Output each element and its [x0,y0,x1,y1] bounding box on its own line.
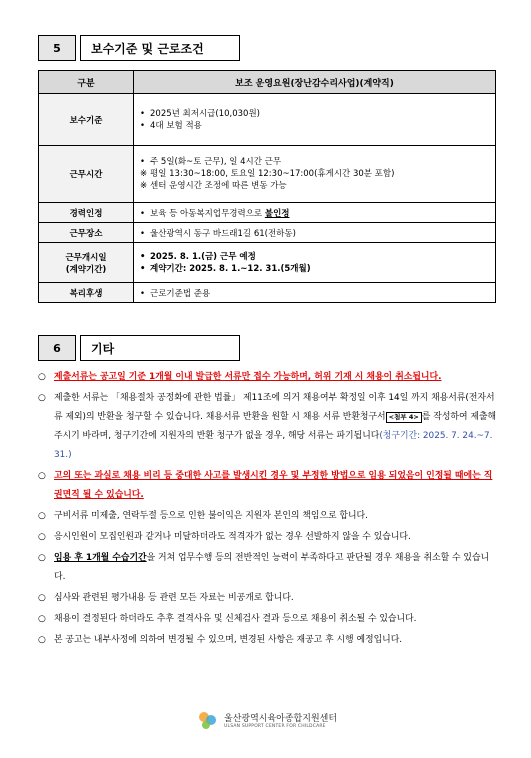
note-item: ○ 구비서류 미제출, 연락두절 등으로 인한 불이익은 지원자 본인의 책임으로 합니다. [38,511,368,521]
table-header-row [39,71,496,94]
table-row [39,146,496,203]
list-item: • 계약기간: 2025. 8. 1.~12. 31.(5개월) [140,263,311,274]
note-item: ○ 본 공고는 내부사정에 의하여 변경될 수 있으며, 변경된 사항은 재공고 후 시행 예정입니다. [38,635,403,645]
section-header-5 [38,35,240,61]
note-item: ○ 제출한 서류는 「채용절차 공정화에 관한 법률」 제11조에 의거 채용여부 확정일 이후 14일 까지 채용서류(전자서류 제외)의 반환을 청구할 수 있습니다. 채용서류 반환을 원할 시 채용 서류 반환청구서 <첨부 4> 를 작성하여 제출해주시기 바라며, 청구기간에 지원자의 반환 청구가 없을 경우, 해당 서류는 파기됩니다(청구기간: 2025. 7. 24.~7. 31.) [38,393,497,460]
table-row: 복리후생 • 근로기준법 준용 [39,283,496,303]
note-item: ○ 채용이 결정된다 하더라도 추후 결격사유 및 신체검사 결과 등으로 채용이 취소될 수 있습니다. [38,614,417,624]
note-item: ○ 심사와 관련된 평가내용 등 관련 모든 자료는 비공개로 합니다. [38,593,294,603]
row-label: 근무개시일 [65,252,107,263]
list-item: ※ 평일 13:30~18:00, 토요일 12:30~17:00(휴게시간 30분 포함) [140,169,395,179]
list-item: • 4대 보험 적용 [140,120,202,131]
table-row [39,94,496,146]
table-row [39,243,496,283]
section-header-6 [38,335,240,361]
note-item: ○ 임용 후 1개월 수습기간을 거쳐 업무수행 등의 전반적인 능력이 부족하다고 판단될 경우 채용을 취소할 수 있습니다. [38,553,490,582]
header-category: 구분 [39,71,134,94]
list-item: • 주 5일(화~토 근무), 일 4시간 근무 [140,157,282,167]
center-name: 울산광역시육아종합지원센터 [224,714,338,724]
section-title: 기타 [80,335,240,361]
table-row: 근무장소 • 울산광역시 동구 바드래1길 61(전하동) [39,223,496,243]
center-logo-icon [196,709,220,731]
row-label: 근무장소 [39,223,134,243]
notes-list [38,368,498,652]
list-item: ※ 센터 운영시간 조정에 따른 변동 가능 [140,181,287,191]
section-number: 6 [38,335,76,361]
row-label: 복리후생 [39,283,134,303]
list-item: • 2025년 최저시급(10,030원) [140,108,260,119]
list-item: • 2025. 8. 1.(금) 근무 예정 [140,251,256,262]
row-label: 보수기준 [39,94,134,146]
note-item: ○ 제출서류는 공고일 기준 1개월 이내 발급한 서류만 접수 가능하며, 허위 기재 시 채용이 취소됩니다. [38,372,442,382]
attachment-badge: <첨부 4> [386,412,422,423]
header-position: 보조 운영요원(장난감수리사업)(계약직) [134,71,496,94]
note-item: ○ 고의 또는 과실로 채용 비리 등 중대한 사고를 발생시킨 경우 및 부정한 방법으로 임용 되었음이 인정될 때에는 직권면직 될 수 있습니다. [38,471,493,500]
note-item: ○ 응시인원이 모집인원과 같거나 미달하더라도 적격자가 없는 경우 선발하지 않을 수 있습니다. [38,532,411,542]
row-label-sub: (계약기간) [65,264,107,275]
footer-logo [196,706,376,734]
conditions-table [38,70,496,303]
table-row: 경력인정 • 보육 등 아동복지업무경력으로 불인정 [39,203,496,223]
section-title: 보수기준 및 근로조건 [80,35,240,61]
section-number: 5 [38,35,76,61]
row-label: 경력인정 [39,203,134,223]
row-label: 근무시간 [39,146,134,203]
center-name-en: ULSAN SUPPORT CENTER FOR CHILDCARE [224,724,326,729]
